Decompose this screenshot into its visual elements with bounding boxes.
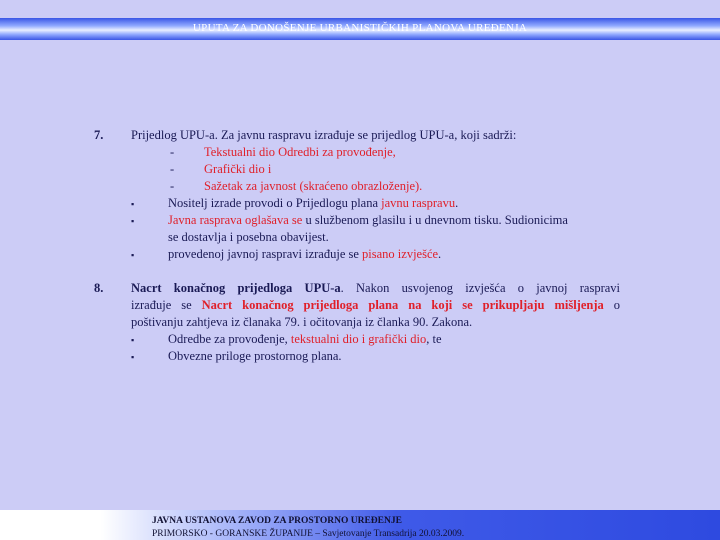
footer-institution: JAVNA USTANOVA ZAVOD ZA PROSTORNO UREĐENJE (152, 516, 402, 526)
dash-item-2: Grafički dio i (204, 162, 272, 176)
section-7-heading: Prijedlog UPU-a (131, 128, 215, 142)
section-8-bullet-1: Odredbe za provođenje, tekstualni dio i grafički dio, te (168, 332, 442, 346)
section-7-bullet-2-cont: se dostavlja i posebna obavijest. (168, 230, 329, 244)
section-8-number: 8. (94, 281, 104, 295)
bullet-marker: ▪ (131, 199, 135, 209)
dash-item-3: Sažetak za javnost (skraćeno obrazloženje). (204, 179, 423, 193)
header-bar (0, 18, 720, 40)
section-8-line-1: Nacrt konačnog prijedloga UPU-a. Nakon usvojenog izvješća o javnoj raspravi (131, 281, 620, 295)
footer-event: PRIMORSKO - GORANSKE ŽUPANIJE – Savjetovanje Transadrija 20.03.2009. (152, 529, 465, 539)
section-8-heading: Nacrt konačnog prijedloga UPU-a (131, 281, 341, 295)
dash-item-1: Tekstualni dio Odredbi za provođenje, (204, 145, 396, 159)
dash-marker: - (170, 162, 175, 176)
section-8-bullet-2: Obvezne priloge prostornog plana. (168, 349, 342, 363)
section-7-number: 7. (94, 128, 104, 142)
footer-bar (0, 510, 720, 540)
bullet-marker: ▪ (131, 352, 135, 362)
dash-marker: - (170, 179, 175, 193)
page-title: UPUTA ZA DONOŠENJE URBANISTIČKIH PLANOVA UREĐENJA (192, 22, 528, 34)
bullet-marker: ▪ (131, 250, 135, 260)
section-7-bullet-3: provedenoj javnoj raspravi izrađuje se pisano izvješće. (168, 247, 442, 261)
bullet-marker: ▪ (131, 335, 135, 345)
section-7-intro (131, 128, 516, 143)
dash-marker: - (170, 145, 175, 159)
section-7-intro-text: . Za javnu raspravu izrađuje se prijedlog UPU-a, koji sadrži: (214, 128, 517, 142)
section-8-line-2: izrađuje se Nacrt konačnog prijedloga plana na koji se prikupljaju mišljenja o (131, 298, 620, 312)
section-8-line-3: poštivanju zahtjeva iz članaka 79. i očitovanja iz članka 90. Zakona. (131, 315, 473, 329)
bullet-marker: ▪ (131, 216, 135, 226)
section-7-bullet-1: Nositelj izrade provodi o Prijedlogu plana javnu raspravu. (168, 196, 459, 210)
section-7-bullet-2: Javna rasprava oglašava se u službenom glasilu i u dnevnom tisku. Sudionicima (168, 213, 568, 227)
